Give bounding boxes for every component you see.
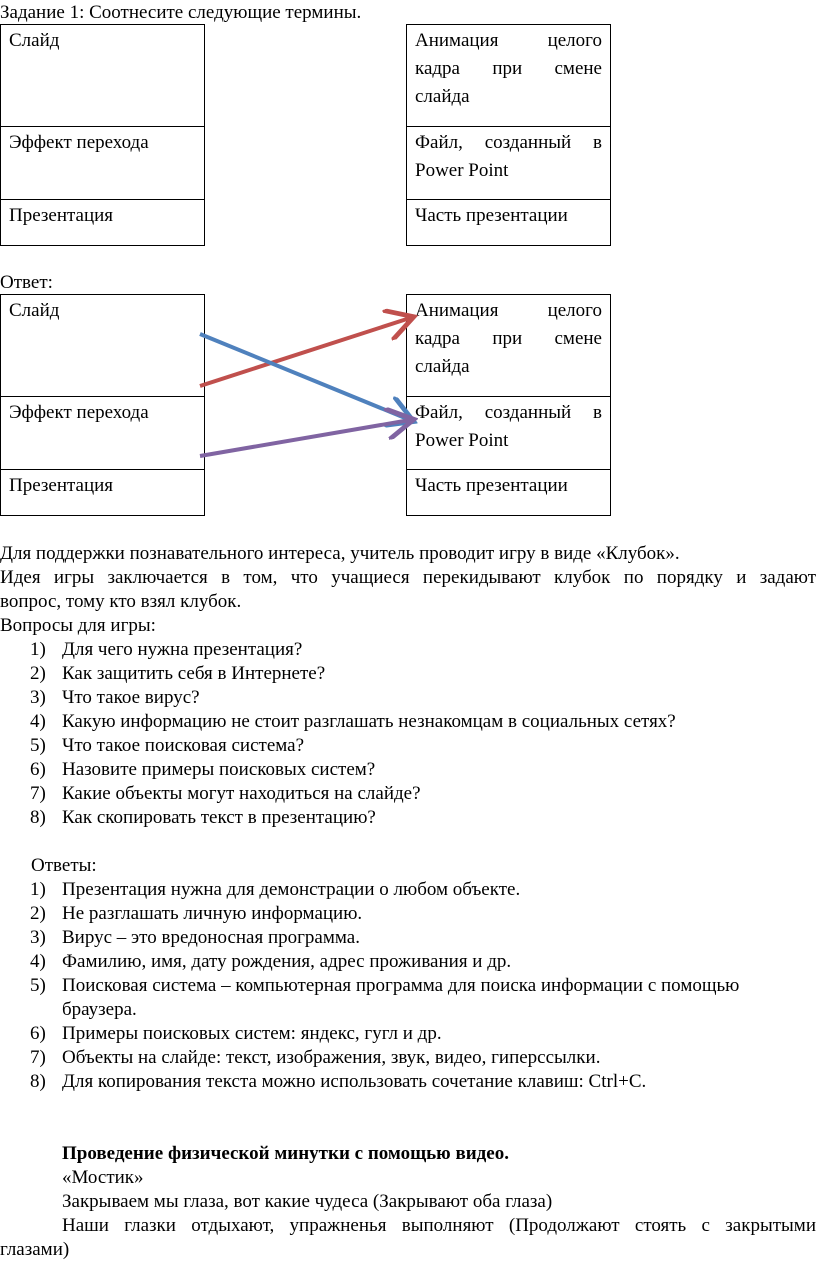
answer-arrows — [0, 0, 816, 560]
list-item-continuation: браузера. — [62, 999, 137, 1020]
term-cell: Слайд — [0, 294, 205, 397]
definition-cell: Файл, созданный в Power Point — [406, 396, 611, 470]
intro-line: вопрос, тому кто взял клубок. — [0, 591, 242, 612]
list-item: Что такое вирус? — [62, 687, 200, 708]
list-item: Фамилию, имя, дату рождения, адрес проживания и др. — [62, 951, 512, 972]
intro-line: Для поддержки познавательного интереса, учитель проводит игру в виде «Клубок». — [0, 543, 680, 564]
list-item: Поисковая система – компьютерная программа для поиска информации с помощью — [62, 975, 740, 996]
list-item: Как защитить себя в Интернете? — [62, 663, 326, 684]
intro-line: Идея игры заключается в том, что учащиеся перекидывают клубок по порядку и задают — [0, 567, 816, 588]
list-item: Для чего нужна презентация? — [62, 639, 303, 660]
section-heading: Проведение физической минутки с помощью видео. — [62, 1143, 509, 1164]
definition-cell: Часть презентации — [406, 199, 611, 246]
exercise-line: Наши глазки отдыхают, упражненья выполняют (Продолжают стоять с закрытыми — [62, 1215, 816, 1236]
list-item: Назовите примеры поисковых систем? — [62, 759, 376, 780]
exercise-line: Закрываем мы глаза, вот какие чудеса (Закрывают оба глаза) — [62, 1191, 553, 1212]
list-item: Для копирования текста можно использовать сочетание клавиш: Ctrl+C. — [62, 1071, 647, 1092]
term-cell: Слайд — [0, 24, 205, 127]
list-item: Как скопировать текст в презентацию? — [62, 807, 376, 828]
questions-title: Вопросы для игры: — [0, 615, 156, 636]
term-cell: Презентация — [0, 469, 205, 516]
arrow-presentation-to-file — [200, 420, 410, 456]
exercise-name: «Мостик» — [62, 1167, 144, 1188]
list-item: Не разглашать личную информацию. — [62, 903, 363, 924]
list-item: Презентация нужна для демонстрации о любом объекте. — [62, 879, 521, 900]
task-title: Задание 1: Соотнесите следующие термины. — [0, 2, 362, 23]
list-item: Что такое поисковая система? — [62, 735, 305, 756]
definition-cell: Анимация целого кадра при смене слайда — [406, 294, 611, 397]
list-item: Объекты на слайде: текст, изображения, звук, видео, гиперссылки. — [62, 1047, 601, 1068]
document-page: Задание 1: Соотнесите следующие термины. Слайд Эффект перехода Презентация Анимация целого кадра при смене слайда Файл, созданный в Power Point Часть презентации Ответ: Слайд Эффект перехода Презентация Анимация целого кадра при смене слайда Файл, созданный в Power Point Часть презентации Для поддержки познавательного интереса, учитель проводит игру в виде «Клубок». Идея игры заключается в том, что учащиеся перекидывают клубок по порядку и задают вопрос, тому кто взял клубок. Вопросы для игры: 1) Для чего нужна презентация? 2) Как защитить себя в Интернете? 3) Что такое вирус? 4) Какую информацию не стоит разглашать незнакомцам в социальных сетях? 5) Что такое поисковая система? 6) Назовите примеры поисковых систем? 7) Какие объекты могут находиться на слайде? 8) Как скопировать текст в презентацию? Ответы: 1) Презентация нужна для демонстрации о любом объекте. 2) Не разглашать личную информацию. 3) Вирус – это вредоносная программа. 4) Фамилию, имя, дату рождения, адрес проживания и др. 5) Поисковая система – компьютерная программа для поиска информации с помощью браузера. 6) Примеры поисковых систем: яндекс, гугл и др. 7) Объекты на слайде: текст, изображения, звук, видео, гиперссылки. 8) Для копирования текста можно использовать сочетание клавиш: Ctrl+C. Проведение физической минутки с помощью видео. «Мостик» Закрываем мы глаза, вот какие чудеса (Закрывают оба глаза) Наши глазки отдыхают, упражненья выполняют (Продолжают стоять с закрытыми глазами) — [0, 2, 816, 1260]
definition-cell: Файл, созданный в Power Point — [406, 126, 611, 200]
exercise-line: глазами) — [0, 1239, 70, 1260]
answers-title: Ответы: — [31, 855, 97, 876]
term-cell: Эффект перехода — [0, 126, 205, 200]
list-item: Какую информацию не стоит разглашать незнакомцам в социальных сетях? — [62, 711, 676, 732]
list-item: Примеры поисковых систем: яндекс, гугл и др. — [62, 1023, 442, 1044]
definition-cell: Анимация целого кадра при смене слайда — [406, 24, 611, 127]
answer-title: Ответ: — [0, 272, 53, 293]
list-item: Вирус – это вредоносная программа. — [62, 927, 360, 948]
list-item: Какие объекты могут находиться на слайде? — [62, 783, 421, 804]
term-cell: Эффект перехода — [0, 396, 205, 470]
term-cell: Презентация — [0, 199, 205, 246]
definition-cell: Часть презентации — [406, 469, 611, 516]
